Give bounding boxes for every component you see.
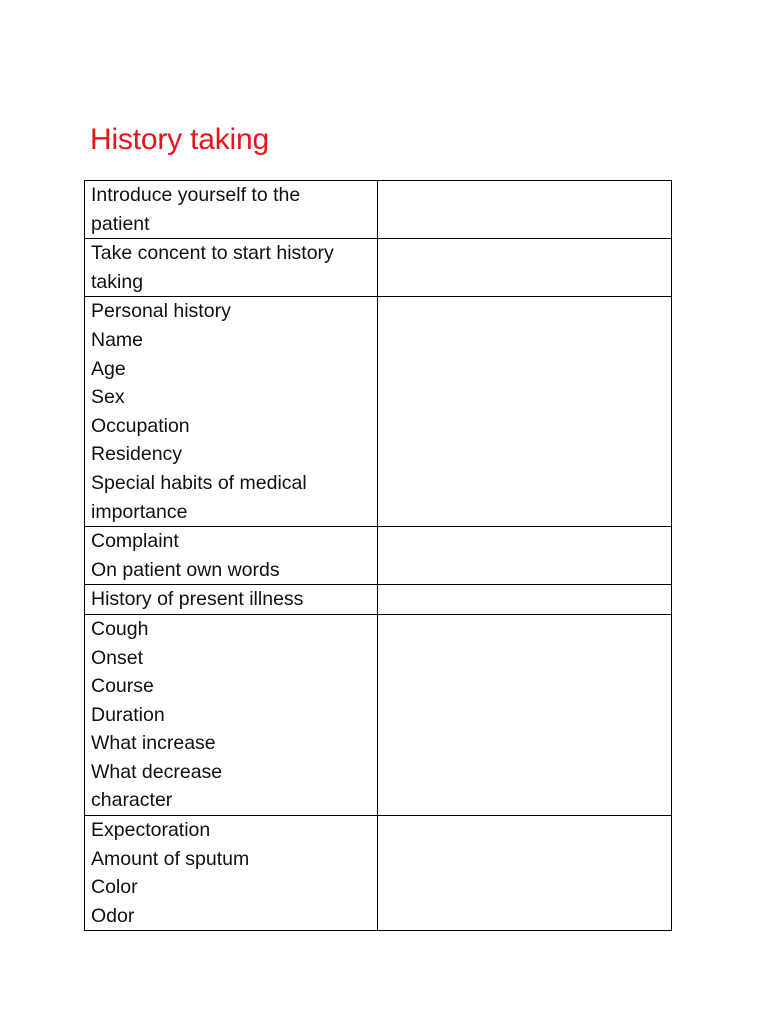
item-line: character <box>91 789 173 812</box>
notes-cell[interactable] <box>378 527 672 585</box>
page-title: History taking <box>90 123 269 156</box>
item-line: Cough <box>91 617 149 640</box>
table-row <box>85 585 672 615</box>
item-cell <box>85 585 378 615</box>
item-line: Name <box>91 328 144 351</box>
item-line: importance <box>91 500 188 523</box>
item-line: patient <box>91 212 150 235</box>
item-line: Expectoration <box>91 819 211 842</box>
item-line: History of present illness <box>91 588 304 611</box>
item-line: Color <box>91 876 138 899</box>
item-line: Residency <box>91 443 183 466</box>
item-cell <box>85 614 378 815</box>
item-line: Amount of sputum <box>91 847 250 870</box>
item-line: Take concent to start history <box>91 242 334 265</box>
table-row <box>85 527 672 585</box>
item-line: taking <box>91 270 144 293</box>
item-line: Occupation <box>91 414 190 437</box>
notes-cell[interactable] <box>378 297 672 527</box>
notes-cell[interactable] <box>378 614 672 815</box>
item-cell <box>85 816 378 931</box>
item-cell <box>85 239 378 297</box>
item-line: On patient own words <box>91 558 280 581</box>
notes-cell[interactable] <box>378 816 672 931</box>
item-line: Odor <box>91 904 135 927</box>
table-row <box>85 816 672 931</box>
item-cell <box>85 527 378 585</box>
item-line: Special habits of medical <box>91 471 307 494</box>
table-row <box>85 297 672 527</box>
item-cell <box>85 297 378 527</box>
notes-cell[interactable] <box>378 181 672 239</box>
item-line: Course <box>91 675 154 698</box>
item-line: Age <box>91 357 126 380</box>
item-line: What decrease <box>91 760 223 783</box>
item-line: Complaint <box>91 530 179 553</box>
table-row <box>85 239 672 297</box>
item-line: Sex <box>91 386 125 409</box>
item-cell <box>85 181 378 239</box>
item-line: What increase <box>91 732 216 755</box>
notes-cell[interactable] <box>378 585 672 615</box>
history-checklist-table <box>84 180 672 931</box>
item-line: Onset <box>91 646 144 669</box>
item-line: Duration <box>91 703 165 726</box>
table-row <box>85 181 672 239</box>
notes-cell[interactable] <box>378 239 672 297</box>
item-line: Personal history <box>91 300 231 323</box>
item-line: Introduce yourself to the <box>91 184 301 206</box>
table-row <box>85 614 672 815</box>
